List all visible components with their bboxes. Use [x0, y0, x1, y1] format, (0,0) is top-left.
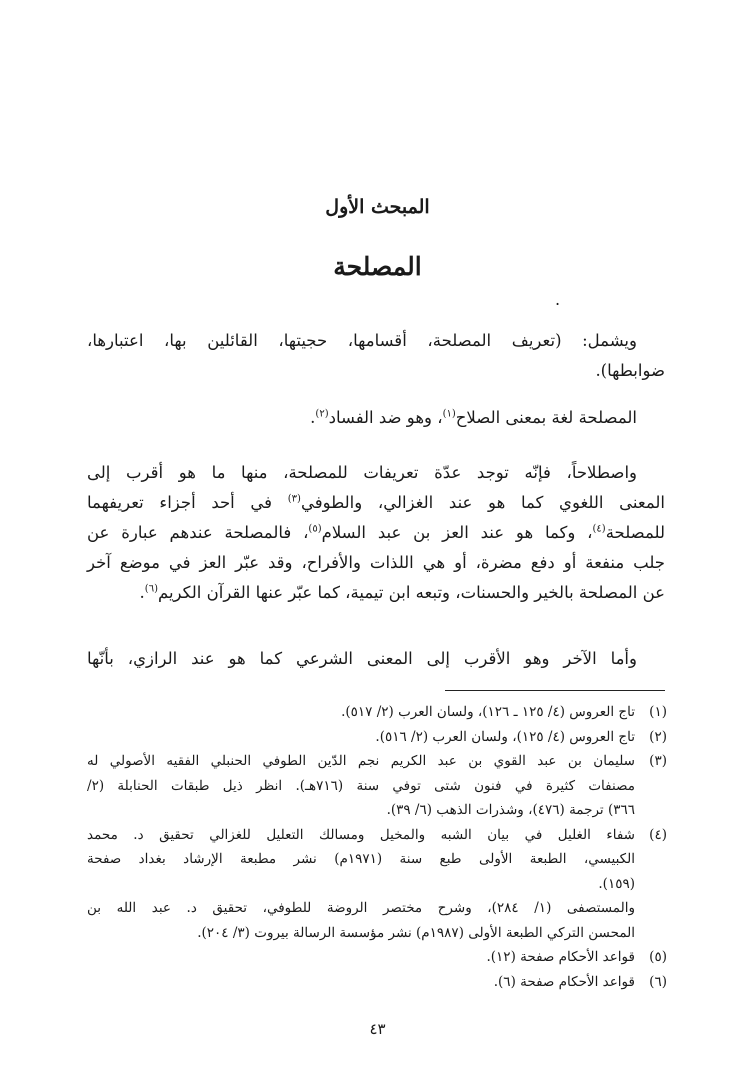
footnote-number: (٥) — [649, 949, 667, 965]
footnote-line: تاج العروس (٤/ ١٢٥ ـ ١٢٦)، ولسان العرب (٢/ ٥١٧). — [341, 704, 635, 720]
footnote-3 — [87, 749, 667, 823]
footnote-ref-6[interactable]: (٦) — [144, 583, 158, 595]
text-run: ، وكما هو عند العز بن عبد السلام — [321, 523, 593, 542]
footnote-number: (٣) — [649, 753, 667, 769]
text-run: في أحد أجزاء تعريفهما — [87, 493, 288, 512]
footnote-line: تاج العروس (٤/ ١٢٥)، ولسان العرب (٢/ ٥١٦). — [375, 728, 635, 745]
footnote-line: سليمان بن عبد القوي بن عبد الكريم نجم الدّين الطوفي الحنبلي الفقيه الأصولي له — [87, 753, 635, 769]
footnote-number: (٦) — [649, 973, 667, 990]
stray-dot: . — [555, 290, 561, 309]
footnote-line: قواعد الأحكام صفحة (٦). — [493, 973, 635, 990]
footnote-line: قواعد الأحكام صفحة (١٢). — [486, 949, 635, 965]
footnote-line: المحسن التركي الطبعة الأولى (١٩٨٧م) نشر مؤسسة الرسالة بيروت (٣/ ٢٠٤). — [197, 924, 635, 941]
paragraph-technical-definition — [87, 458, 665, 608]
paragraph-line: وأما الآخر وهو الأقرب إلى المعنى الشرعي كما هو عند الرازي، بأنّها — [87, 649, 637, 668]
paragraph-line: واصطلاحاً، فإنّه توجد عدّة تعريفات للمصلحة، منها ما هو أقرب إلى — [87, 463, 637, 482]
footnote-4 — [87, 823, 667, 897]
paragraph-line: ويشمل: (تعريف المصلحة، أقسامها، حجيتها، القائلين بها، اعتبارها، — [87, 331, 637, 350]
paragraph-line — [87, 578, 665, 608]
text-run: ، وهو ضد الفساد — [328, 408, 443, 427]
footnote-6 — [87, 970, 667, 995]
text-run: للمصلحة — [605, 523, 665, 542]
paragraph-line — [87, 488, 665, 518]
paragraph-line: جلب منفعة أو دفع مضرة، أو هي اللذات والأفراح، وقد عبّر العز في موضع آخر — [87, 553, 665, 572]
footnote-1 — [87, 700, 667, 725]
page-number: ٤٣ — [369, 1020, 386, 1038]
paragraph-sharia-definition — [87, 644, 665, 674]
text-run: المعنى اللغوي كما هو عند الغزالي، والطوفي — [300, 493, 666, 512]
text-run: ، فالمصلحة عندهم عبارة عن — [87, 523, 309, 542]
footnote-line: والمستصفى (١/ ٢٨٤)، وشرح مختصر الروضة للطوفي، تحقيق د. عبد الله بن — [87, 900, 635, 916]
footnote-line: الكبيسي، الطبعة الأولى طبع سنة (١٩٧١م) نشر مطبعة الإرشاد بغداد صفحة — [87, 851, 635, 867]
footnote-line: ٣٦٦) ترجمة (٤٧٦)، وشذرات الذهب (٦/ ٣٩). — [386, 802, 635, 818]
footnote-line: (١٥٩). — [598, 875, 635, 892]
footnote-2 — [87, 725, 667, 750]
footnote-number: (٤) — [649, 826, 667, 843]
footnote-ref-2[interactable]: (٢) — [315, 408, 329, 420]
footnote-number: (١) — [649, 704, 667, 720]
footnote-5 — [87, 945, 667, 970]
text-run: المصلحة لغة بمعنى الصلاح — [455, 408, 637, 427]
footnotes — [87, 700, 667, 994]
footnote-line: شفاء الغليل في بيان الشبه والمخيل ومسالك التعليل للغزالي تحقيق د. محمد — [87, 826, 635, 843]
footnote-ref-1[interactable]: (١) — [442, 408, 456, 420]
paragraph-lexical-definition — [87, 403, 665, 433]
footnote-number: (٢) — [649, 728, 667, 745]
footnote-ref-4[interactable]: (٤) — [592, 523, 606, 535]
chapter-title: المبحث الأول — [325, 196, 430, 218]
paragraph-line — [87, 518, 665, 548]
footnote-ref-3[interactable]: (٣) — [287, 493, 301, 505]
paragraph-line — [87, 403, 665, 433]
footnote-4-continued — [87, 896, 667, 945]
footnote-line: مصنفات كثيرة في فنون شتى توفي سنة (٧١٦هـ). انظر ذيل طبقات الحنابلة (٢/ — [87, 777, 635, 794]
text-run: عن المصلحة بالخير والحسنات، وتبعه ابن تيمية، كما عبّر عنها القرآن الكريم — [157, 583, 665, 602]
text-run: . — [310, 408, 316, 427]
text-run: . — [139, 583, 145, 602]
paragraph-line: ضوابطها). — [595, 361, 665, 380]
footnote-ref-5[interactable]: (٥) — [308, 523, 322, 535]
paragraph-scope — [87, 326, 665, 386]
footnote-separator — [445, 690, 665, 691]
section-title: المصلحة — [333, 252, 422, 281]
